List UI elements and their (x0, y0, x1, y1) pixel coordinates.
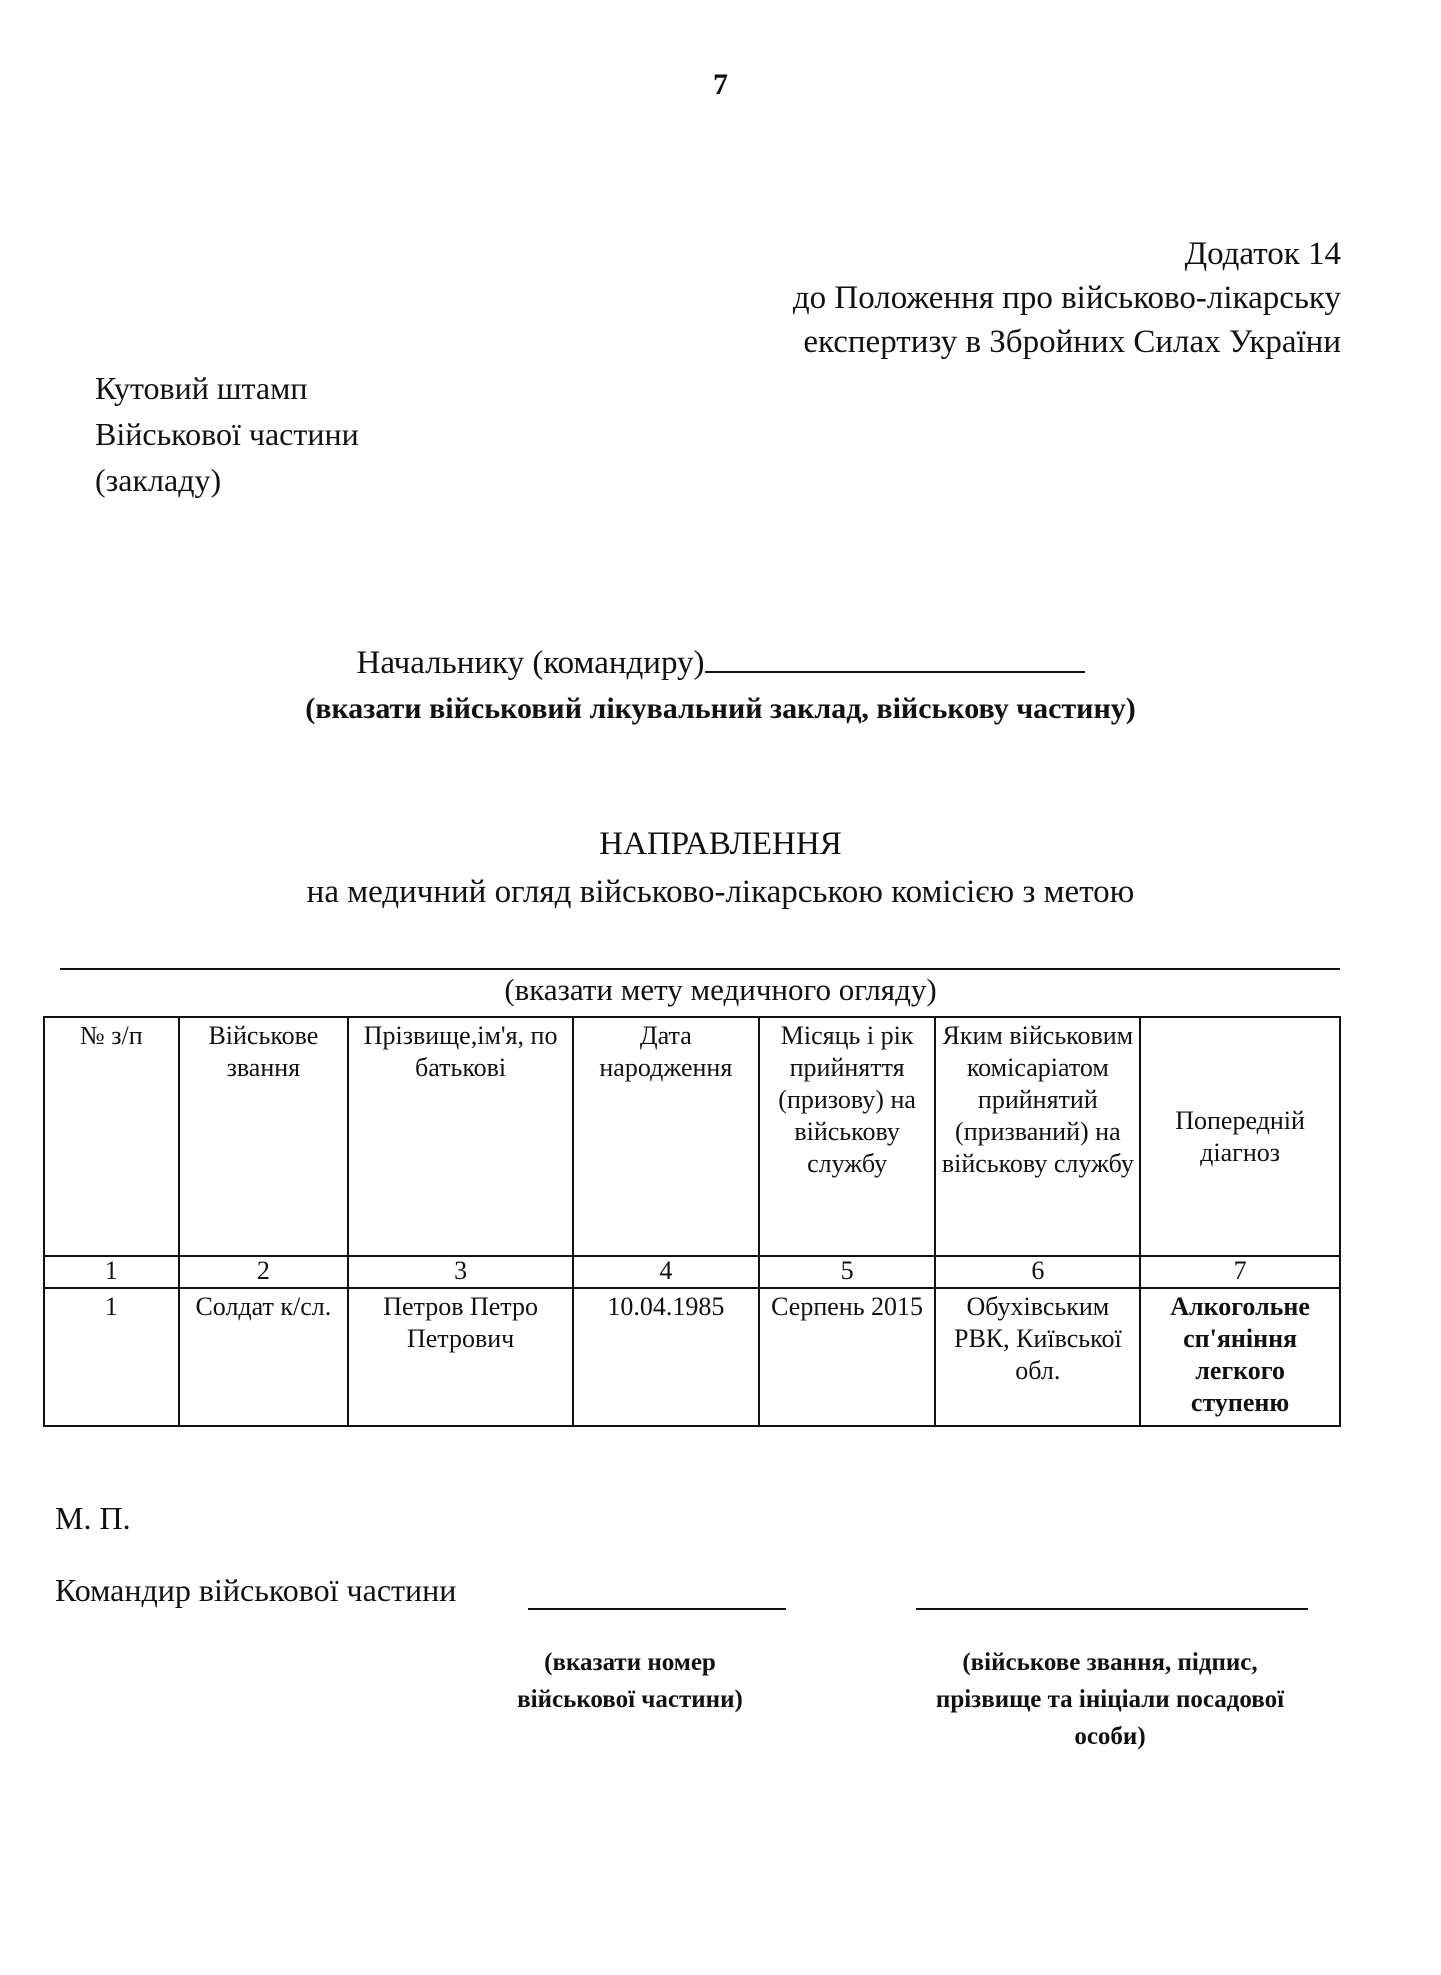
officer-hint-line-2: прізвище та ініціали посадової (935, 1686, 1285, 1713)
unit-number-hint (470, 1644, 790, 1718)
header-cell: Дата народження (573, 1017, 759, 1256)
appendix-line-1: Додаток 14 (1184, 236, 1341, 272)
header-cell: Місяць і рік прийняття (призову) на військову службу (759, 1017, 936, 1256)
table-row (44, 1288, 1340, 1426)
officer-hint-line-1: (військове звання, підпис, (962, 1649, 1258, 1676)
unit-number-blank-line (528, 1608, 786, 1610)
table-cell: Солдат к/сл. (179, 1288, 349, 1426)
table-cell: Петров Петро Петрович (348, 1288, 573, 1426)
officer-signature-blank-line (916, 1608, 1308, 1610)
corner-stamp (95, 365, 359, 503)
table-cell: 10.04.1985 (573, 1288, 759, 1426)
addressee-blank-line (705, 641, 1085, 673)
appendix-reference (793, 232, 1341, 364)
purpose-blank-line (60, 968, 1340, 970)
officer-hint-line-3: особи) (1074, 1723, 1146, 1750)
column-number-cell: 3 (348, 1256, 573, 1288)
table-header-row (44, 1017, 1340, 1256)
table-cell: Алкогольне сп'яніння легкого ступеню (1140, 1288, 1340, 1426)
column-number-cell: 2 (179, 1256, 349, 1288)
column-number-cell: 1 (44, 1256, 179, 1288)
column-number-cell: 4 (573, 1256, 759, 1288)
commander-label: Командир військової частини (55, 1572, 457, 1608)
header-cell: Військове звання (179, 1017, 349, 1256)
unit-hint-line-1: (вказати номер (544, 1649, 716, 1676)
header-cell: Яким військовим комісаріатом прийнятий (призваний) на військову службу (935, 1017, 1140, 1256)
appendix-line-3: експертизу в Збройних Силах України (803, 324, 1341, 360)
header-cell: № з/п (44, 1017, 179, 1256)
purpose-hint: (вказати мету медичного огляду) (504, 972, 937, 1007)
column-number-cell: 7 (1140, 1256, 1340, 1288)
stamp-line-1: Кутовий штамп (95, 370, 308, 406)
header-cell: Прізвище,ім'я, по батькові (348, 1017, 573, 1256)
addressee-block (0, 640, 1441, 732)
officer-signature-hint (880, 1644, 1340, 1755)
table-cell: 1 (44, 1288, 179, 1426)
column-number-cell: 5 (759, 1256, 936, 1288)
header-cell: Попередній діагноз (1140, 1017, 1340, 1256)
appendix-line-2: до Положення про військово-лікарську (792, 280, 1341, 316)
table-cell: Серпень 2015 (759, 1288, 936, 1426)
referral-table (43, 1016, 1341, 1427)
stamp-line-2: Військової частини (95, 416, 359, 452)
page-number: 7 (713, 68, 728, 101)
column-number-row (44, 1256, 1340, 1288)
addressee-hint: (вказати військовий лікувальний заклад, військову частину) (305, 692, 1136, 725)
table-cell: Обухівським РВК, Київської обл. (935, 1288, 1140, 1426)
column-number-cell: 6 (935, 1256, 1140, 1288)
title-main: НАПРАВЛЕННЯ (599, 826, 842, 862)
title-subtitle: на медичний огляд військово-лікарською комісією з метою (306, 874, 1135, 910)
stamp-line-3: (закладу) (95, 462, 222, 498)
document-title (0, 820, 1441, 916)
seal-mark: М. П. (55, 1500, 131, 1536)
unit-hint-line-2: військової частини) (517, 1686, 743, 1713)
addressee-label: Начальнику (командиру) (356, 645, 705, 681)
